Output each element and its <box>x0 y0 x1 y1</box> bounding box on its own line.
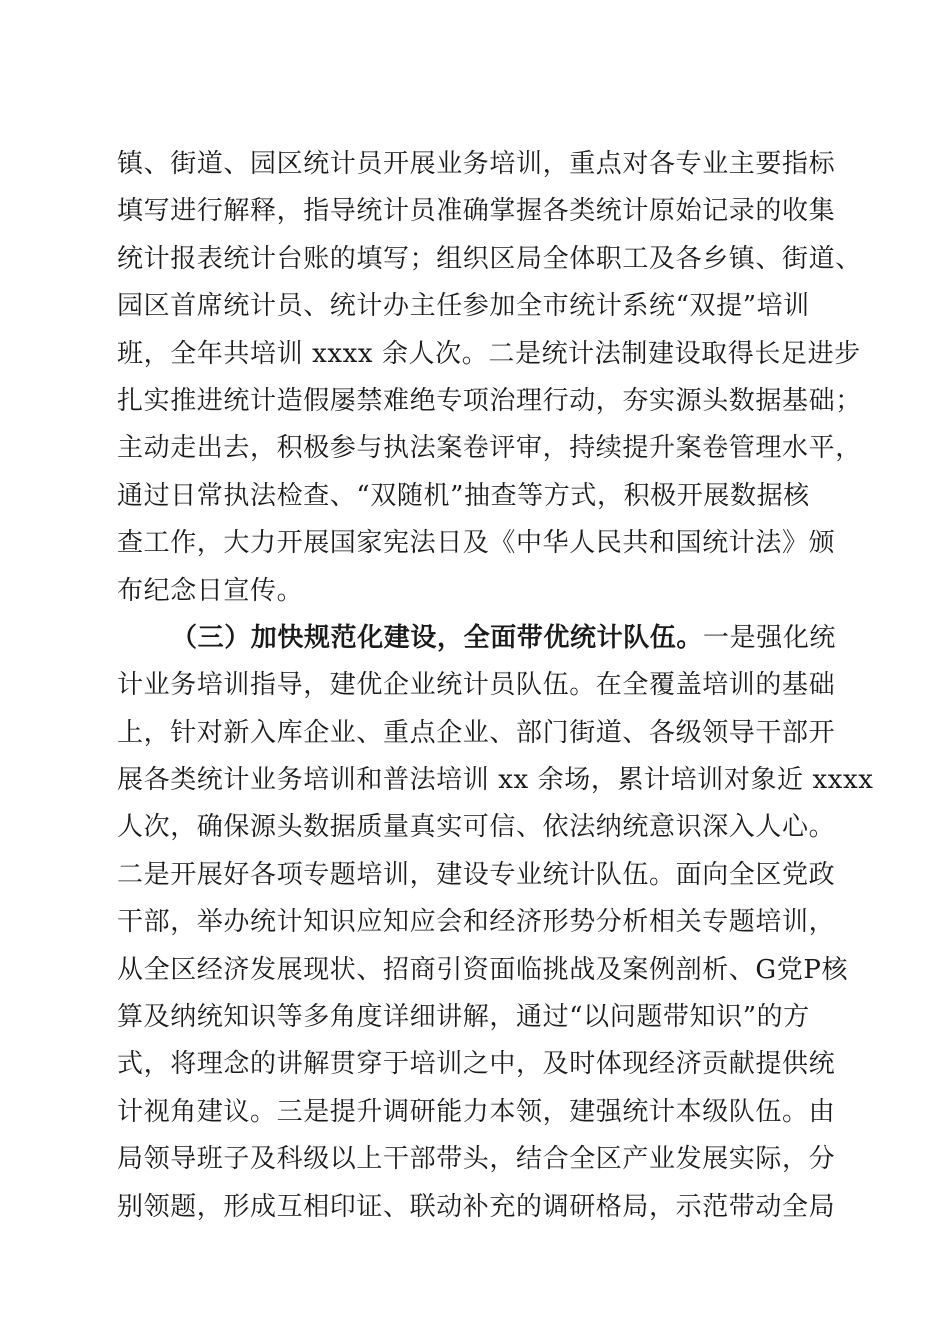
text-line: 从全区经济发展现状、招商引资面临挑战及案例剖析、G党P核 <box>117 954 849 985</box>
text-line: 查工作，大力开展国家宪法日及《中华人民共和国统计法》颁 <box>117 528 836 559</box>
section-3-heading: （三）加快规范化建设，全面带优统计队伍。 <box>171 622 704 653</box>
text-line: 统计报表统计台账的填写；组织区局全体职工及各乡镇、街道、 <box>117 243 862 274</box>
body-text <box>117 141 874 1231</box>
text-line: 镇、街道、园区统计员开展业务培训，重点对各专业主要指标 <box>117 149 836 179</box>
text-line: 扎实推进统计造假屡禁难绝专项治理行动，夯实源头数据基础； <box>117 385 862 416</box>
text-line: 计业务培训指导，建优企业统计员队伍。在全覆盖培训的基础 <box>117 670 836 701</box>
text-line: 局领导班子及科级以上干部带头，结合全区产业发展实际，分 <box>117 1144 836 1175</box>
text-line: 干部，举办统计知识应知应会和经济形势分析相关专题培训， <box>117 907 836 938</box>
text-line: 二是开展好各项专题培训，建设专业统计队伍。面向全区党政 <box>117 859 836 890</box>
text-line: 布纪念日宣传。 <box>117 575 304 606</box>
text-line: 班，全年共培训 xxxx 余人次。二是统计法制建设取得长足进步 <box>117 338 861 369</box>
text-line: 园区首席统计员、统计办主任参加全市统计系统“双提”培训 <box>117 291 810 322</box>
text-line: 人次，确保源头数据质量真实可信、依法纳统意识深入人心。 <box>117 812 836 843</box>
text-line: 展各类统计业务培训和普法培训 xx 余场，累计培训对象近 xxxx <box>117 765 874 796</box>
text-line: 别领题，形成互相印证、联动补充的调研格局，示范带动全局 <box>117 1191 836 1222</box>
text-line: 填写进行解释，指导统计员准确掌握各类统计原始记录的收集 <box>117 196 836 227</box>
section-3-first-line <box>117 615 837 662</box>
text-line: 计视角建议。三是提升调研能力本领，建强统计本级队伍。由 <box>117 1096 836 1127</box>
text-line: 式，将理念的讲解贯穿于培训之中，及时体现经济贡献提供统 <box>117 1049 836 1080</box>
text-line: 主动走出去，积极参与执法案卷评审，持续提升案卷管理水平， <box>117 433 862 464</box>
text-line: 通过日常执法检查、“双随机”抽查等方式，积极开展数据核 <box>117 480 810 511</box>
section-3-first-tail: 一是强化统 <box>703 622 837 653</box>
text-line: 上，针对新入库企业、重点企业、部门街道、各级领导干部开 <box>117 717 836 748</box>
text-line: 算及纳统知识等多角度详细讲解，通过“以问题带知识”的方 <box>117 1002 810 1033</box>
